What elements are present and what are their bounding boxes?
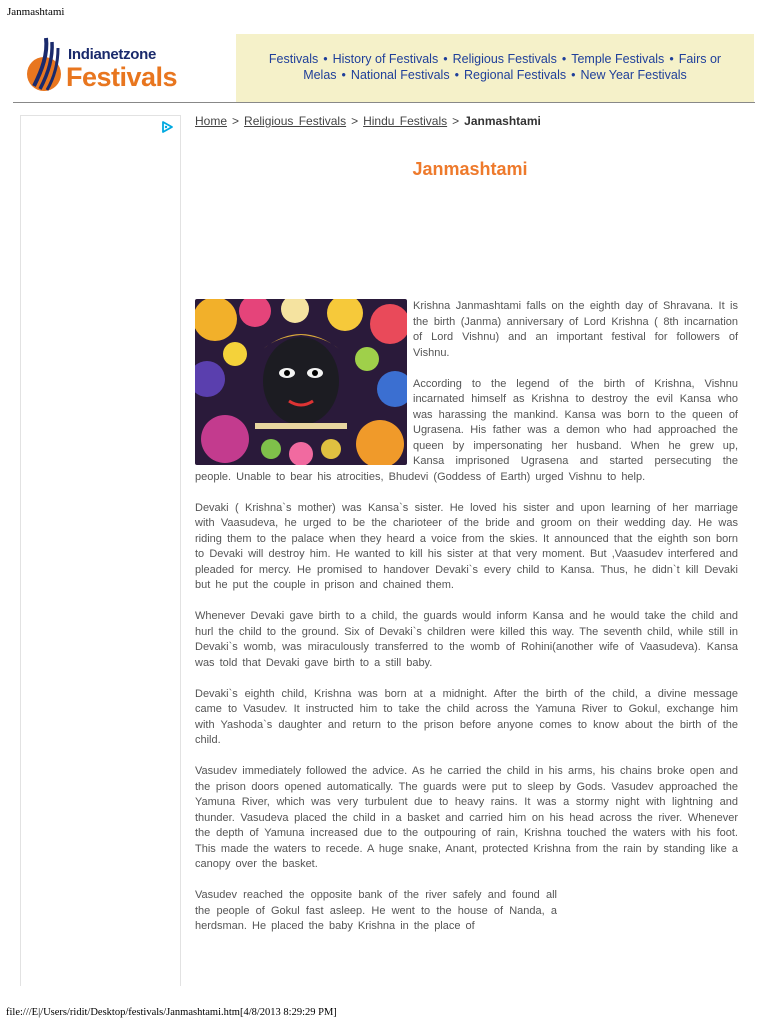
nav-separator: • bbox=[341, 68, 346, 82]
nav-separator: • bbox=[323, 52, 328, 66]
nav-festivals[interactable]: Festivals bbox=[268, 52, 319, 66]
breadcrumb-religious-festivals[interactable]: Religious Festivals bbox=[244, 114, 347, 128]
article-paragraph: Vasudev reached the opposite bank of the river safely and found all the people of Gokul fast asleep. He went to the house of Nanda, a herdsman. He placed the baby Krishna in the place of bbox=[195, 889, 557, 932]
top-navigation bbox=[236, 34, 754, 102]
article-paragraph: According to the legend of the birth of Krishna, Vishnu incarnated himself as Krishna to destroy the evil Kansa who was harassing the mankind. Kansa was born to the queen of Ugrasena. His father was a demon who had approached the queen by impersonating her husband. When he grew up, Kansa imprisoned Ugrasena and started persecuting the people. Unable to bear his atrocities, Bhudevi (Goddess of Earth) urged Vishnu to help. bbox=[195, 377, 738, 483]
page-title: Janmashtami bbox=[412, 159, 528, 179]
print-header-title: Janmashtami bbox=[7, 6, 65, 18]
breadcrumb-home[interactable]: Home bbox=[195, 114, 228, 128]
article-paragraph: Devaki ( Krishna`s mother) was Kansa`s sister. He loved his sister and upon learning of her marriage with Vaasudeva, he urged to be the charioteer of the bride and groom on their wedding day. He was riding them to the palace when they heard a voice from the skies. It announced that the eighth son born to Devaki will destroy him. He wanted to kill his sister at that very moment. But ,Vaasudev interfered and pleaded for mercy. He promised to handover Devaki`s every child to Kansa. Thus, he didn`t kill Devaki but he put the couple in prison and chained them. bbox=[195, 501, 738, 591]
nav-separator: • bbox=[669, 52, 674, 66]
nav-separator: • bbox=[443, 52, 448, 66]
nav-separator: • bbox=[571, 68, 576, 82]
article-paragraph: Devaki`s eighth child, Krishna was born at a midnight. After the birth of the child, a divine message came to Vasudev. It instructed him to take the child across the Yamuna River to Gokul, exchange him with Yashoda`s daughter and return to the prison before anyone comes to know about the birth of the child. bbox=[195, 687, 738, 746]
adchoices-icon[interactable] bbox=[160, 120, 174, 134]
breadcrumb bbox=[195, 114, 541, 128]
header-divider bbox=[13, 102, 755, 103]
article-paragraph: Krishna Janmashtami falls on the eighth day of Shravana. It is the birth (Janma) anniversary of Lord Krishna ( 8th incarnation of Lord Vishnu) and an important festival for followers of Vishnu. bbox=[413, 300, 738, 359]
footer-file-url: file:///E|/Users/ridit/Desktop/festivals/Janmashtami.htm[4/8/2013 8:29:29 PM] bbox=[6, 1007, 337, 1018]
nav-separator: • bbox=[561, 52, 567, 66]
ad-sidebar[interactable] bbox=[20, 115, 181, 986]
nav-history-of-festivals[interactable]: History of Festivals bbox=[332, 52, 439, 66]
article-paragraph: Whenever Devaki gave birth to a child, the guards would inform Kansa and he would take the child and hurl the child to the ground. Six of Devaki`s children were killed this way. The seventh child, while still in Devaki`s womb, was miraculously transferred to the womb of Rohini(another wife of Vaasudeva). Kansa was told that Devaki gave birth to a still baby. bbox=[195, 610, 738, 669]
article-body bbox=[195, 299, 738, 950]
nav-religious-festivals[interactable]: Religious Festivals bbox=[452, 52, 557, 66]
breadcrumb-separator: > bbox=[351, 114, 359, 128]
nav-separator: • bbox=[454, 68, 459, 82]
breadcrumb-hindu-festivals[interactable]: Hindu Festivals bbox=[363, 114, 448, 128]
article-paragraph: Vasudev immediately followed the advice. As he carried the child in his arms, his chains broke open and the prison doors opened automatically. The guards were put to sleep by Gods. Vasudev approached the Yamuna River, which was very turbulent due to heavy rains. It was a stormy night with lightning and thunder. Vasudeva placed the child in a basket and carried him on his head across the river. Whenever the depth of Yamuna increased due to the outpouring of rain, Krishna touched the waters with his foot. This made the waters to recede. A huge snake, Anant, protected Krishna from the rain by standing like a canopy over the basket. bbox=[195, 765, 738, 870]
site-logo[interactable] bbox=[24, 34, 194, 96]
nav-new-year-festivals[interactable]: New Year Festivals bbox=[580, 68, 687, 82]
krishna-image bbox=[195, 299, 407, 465]
logo-text-top: Indianetzone bbox=[68, 46, 157, 63]
breadcrumb-separator: > bbox=[452, 114, 460, 128]
breadcrumb-current: Janmashtami bbox=[464, 114, 541, 128]
nav-regional-festivals[interactable]: Regional Festivals bbox=[463, 68, 567, 82]
logo-emblem-icon bbox=[24, 34, 68, 96]
logo-text-main: Festivals bbox=[66, 62, 178, 92]
breadcrumb-separator: > bbox=[232, 114, 240, 128]
nav-temple-festivals[interactable]: Temple Festivals bbox=[571, 52, 665, 66]
nav-fairs-or-melas[interactable]: Fairs or Melas bbox=[303, 52, 722, 82]
nav-national-festivals[interactable]: National Festivals bbox=[350, 68, 450, 82]
